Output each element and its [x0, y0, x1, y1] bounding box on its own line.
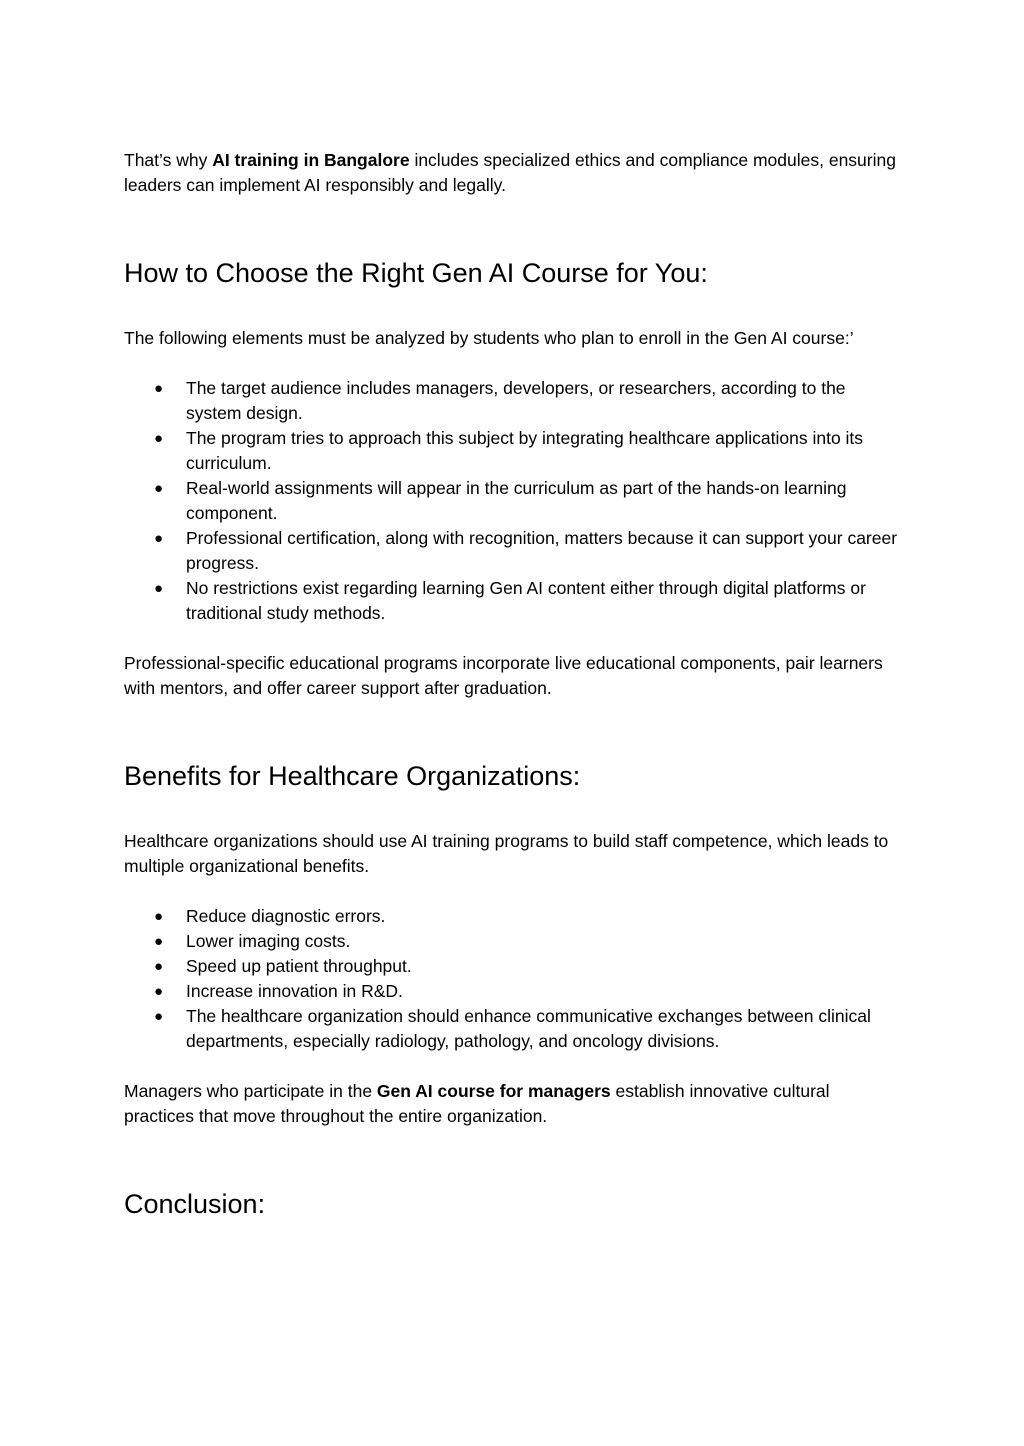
list-item: ● Reduce diagnostic errors. [124, 904, 904, 929]
closing-text-end: establish innovative cultural practices that move throughout the entire organization. [124, 1081, 830, 1126]
list-item: ● The healthcare organization should enhance communicative exchanges between clinical departments, especially radiology, pathology, and oncology divisions. [154, 1006, 871, 1051]
section1-bullet-list [124, 376, 904, 626]
bullet-icon: ● [154, 908, 164, 925]
intro-text-start: That’s why [124, 150, 213, 170]
intro-text-end: includes specialized ethics and compliance modules, ensuring leaders can implement AI responsibly and legally. [124, 150, 896, 195]
intro-keyword: AI training in Bangalore [212, 150, 410, 170]
bullet-icon: ● [154, 530, 164, 547]
bullet-icon: ● [154, 1008, 164, 1025]
bullet-icon: ● [154, 430, 164, 447]
bullet-icon: ● [154, 983, 164, 1000]
section-heading-choose-course: How to Choose the Right Gen AI Course for You: [124, 258, 708, 288]
closing-keyword: Gen AI course for managers [376, 1081, 611, 1101]
list-item: ● Real-world assignments will appear in the curriculum as part of the hands-on learning component. [154, 478, 847, 523]
section-heading-conclusion: Conclusion: [124, 1189, 266, 1219]
bullet-icon: ● [154, 933, 164, 950]
bullet-icon: ● [154, 380, 164, 397]
bullet-icon: ● [154, 480, 164, 497]
section2-closing-paragraph [124, 1079, 904, 1129]
section1-closing-paragraph: Professional-specific educational programs incorporate live educational components, pair learners with mentors, and offer career support after graduation. [124, 653, 883, 698]
list-item: ● No restrictions exist regarding learning Gen AI content either through digital platforms or traditional study methods. [154, 578, 866, 623]
section1-paragraph: The following elements must be analyzed by students who plan to enroll in the Gen AI course:’ [124, 328, 854, 348]
section2-paragraph: Healthcare organizations should use AI training programs to build staff competence, which leads to multiple organizational benefits. [124, 831, 889, 876]
section2-bullet-list [124, 904, 904, 1054]
document-page [124, 148, 904, 1221]
intro-paragraph [124, 148, 904, 198]
list-item: ● Lower imaging costs. [124, 929, 904, 954]
bullet-icon: ● [154, 580, 164, 597]
list-item: ● Professional certification, along with recognition, matters because it can support your career progress. [154, 528, 898, 573]
list-item: ● The target audience includes managers, developers, or researchers, according to the system design. [154, 378, 846, 423]
bullet-icon: ● [154, 958, 164, 975]
closing-text-start: Managers who participate in the [124, 1081, 377, 1101]
list-item: ● Increase innovation in R&D. [124, 979, 904, 1004]
list-item: ● Speed up patient throughput. [124, 954, 904, 979]
section-heading-benefits: Benefits for Healthcare Organizations: [124, 761, 581, 791]
list-item: ● The program tries to approach this subject by integrating healthcare applications into its curriculum. [154, 428, 864, 473]
